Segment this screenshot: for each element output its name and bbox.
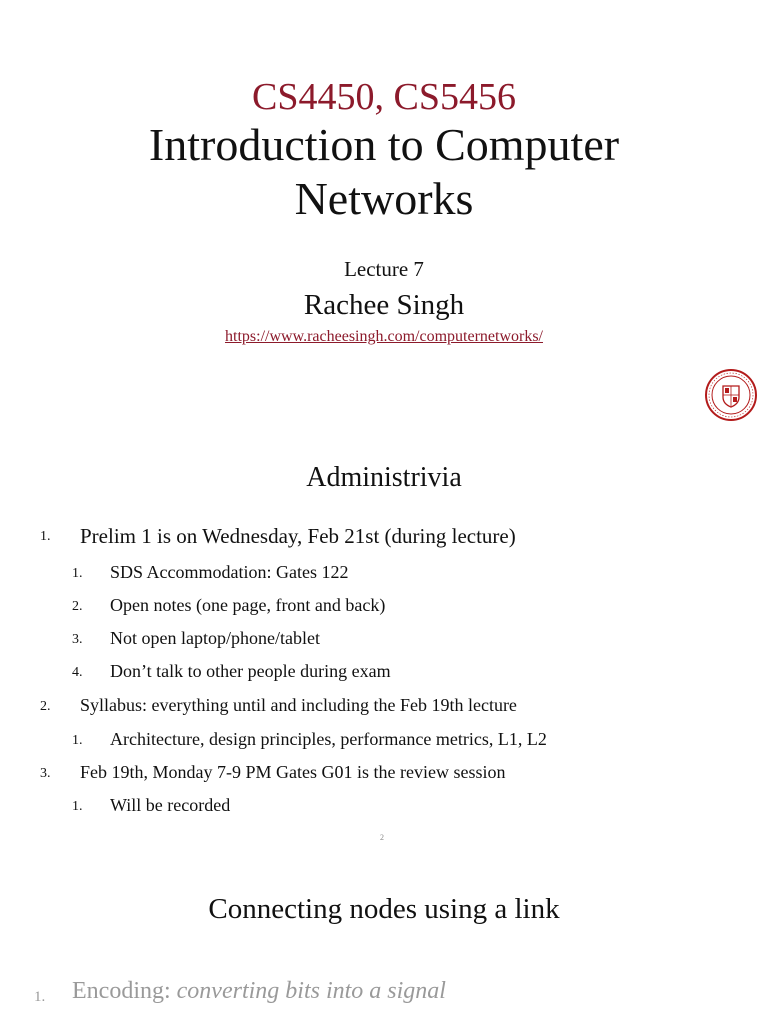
list-item-text: Prelim 1 is on Wednesday, Feb 21st (during lecture) <box>80 524 516 548</box>
lecture-label: Lecture 7 <box>344 257 424 281</box>
list-item-text: Open notes (one page, front and back) <box>110 595 386 615</box>
encoding-label: Encoding: <box>72 978 177 1004</box>
course-title-line-1: Introduction to Computer <box>148 119 620 170</box>
encoding-description: converting bits into a signal <box>176 978 446 1004</box>
list-item-text: SDS Accommodation: Gates 122 <box>110 562 349 582</box>
list-item-text: Don’t talk to other people during exam <box>110 661 391 681</box>
course-code: CS4450, CS5456 <box>252 76 516 118</box>
list-item-text: Feb 19th, Monday 7-9 PM Gates G01 is the review session <box>80 762 506 782</box>
course-url-link[interactable]: https://www.racheesingh.com/computernetworks/ <box>225 328 543 345</box>
author-name: Rachee Singh <box>303 289 465 321</box>
list-item-text: Not open laptop/phone/tablet <box>110 628 320 648</box>
list-item-text <box>72 978 446 1005</box>
list-item-number: 3. <box>72 632 83 647</box>
course-url-container <box>0 328 768 346</box>
section-heading-connecting-nodes: Connecting nodes using a link <box>208 893 560 925</box>
list-item-text: Will be recorded <box>110 795 231 815</box>
course-title <box>0 118 768 226</box>
list-item-number: 1. <box>34 989 46 1005</box>
section-heading-administrivia: Administrivia <box>306 462 462 493</box>
course-title-line-2: Networks <box>294 173 474 224</box>
list-item-text: Syllabus: everything until and including the Feb 19th lecture <box>80 695 517 715</box>
list-item-number: 4. <box>72 665 83 680</box>
list-item-number: 2. <box>72 599 83 614</box>
list-item-number: 1. <box>72 799 83 814</box>
list-item-number: 1. <box>72 733 83 748</box>
list-item-number: 1. <box>40 529 51 544</box>
page-number: 2 <box>380 833 384 842</box>
list-item-number: 3. <box>40 766 51 781</box>
list-item-text: Architecture, design principles, performance metrics, L1, L2 <box>110 729 547 749</box>
cornell-seal-icon <box>704 368 758 422</box>
list-item-number: 2. <box>40 699 51 714</box>
list-item-number: 1. <box>72 566 83 581</box>
